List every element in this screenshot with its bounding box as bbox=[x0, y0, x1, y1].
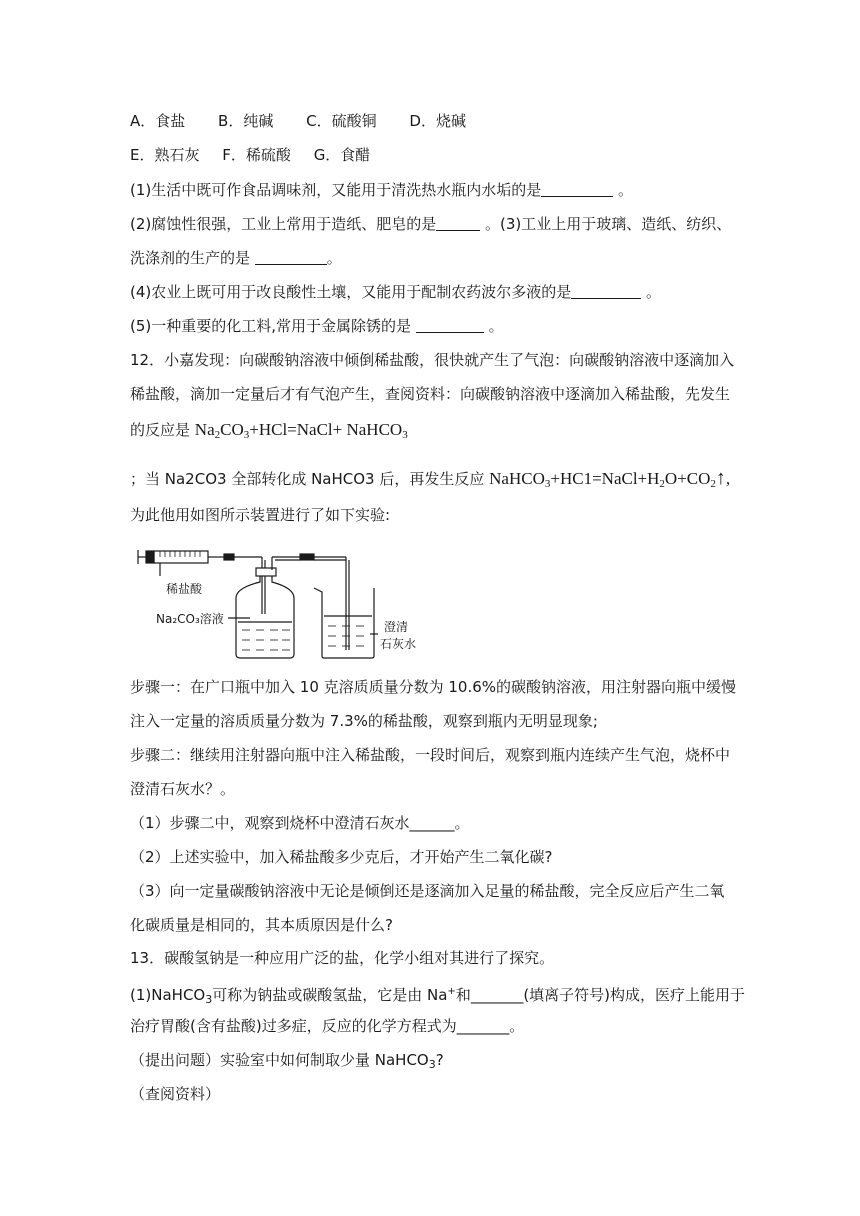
beaker-icon bbox=[314, 588, 374, 658]
step-1-line-1: 步骤一：在广口瓶中加入 10 克溶质质量分数为 10.6%的碳酸钠溶液，用注射器向瓶中缓慢 bbox=[130, 678, 737, 696]
problem-12-line-4-prefix: ；当 Na2CO3 全部转化成 NaHCO3 后，再发生反应 bbox=[130, 470, 485, 488]
problem-13-line-2: (1)NaHCO$_3$可称为钠盐或碳酸氢盐，它是由 Na+和_______(填离子符号)构成，医疗上能用于 bbox=[130, 986, 746, 1006]
step-2-line-2: 澄清石灰水？。 bbox=[130, 780, 236, 798]
option-g: G．食醋 bbox=[313, 146, 371, 164]
label-na2co3-solution: Na₂CO₃溶液 bbox=[156, 612, 224, 626]
option-c: C．硫酸铜 bbox=[306, 112, 377, 130]
problem-12-line-4 bbox=[130, 468, 730, 494]
equation-1: $Na_2CO_3+HCl=NaCl+$ NaHCO$_3$ bbox=[194, 420, 408, 441]
answer-blank-1 bbox=[541, 182, 613, 197]
option-d: D．烧碱 bbox=[409, 112, 466, 130]
question-2 bbox=[130, 214, 731, 234]
answer-blank-4 bbox=[571, 284, 641, 299]
problem-13-line-1: 13．碳酸氢钠是一种应用广泛的盐，化学小组对其进行了探究。 bbox=[130, 949, 555, 967]
gas-arrow-icon: ↑ bbox=[715, 467, 726, 489]
question-3-text: 洗涤剂的生产的是 bbox=[130, 249, 251, 267]
problem-12-line-3-prefix: 的反应是 bbox=[130, 421, 191, 439]
question-2-text: (2)腐蚀性很强，工业上常用于造纸、肥皂的是 bbox=[130, 215, 437, 233]
question-4-end: 。 bbox=[646, 283, 662, 301]
problem-13-line-3: 治疗胃酸(含有盐酸)过多症，反应的化学方程式为_______。 bbox=[130, 1017, 525, 1035]
question-2-3-text: 。(3)工业上用于玻璃、造纸、纺织、 bbox=[485, 215, 732, 233]
options-row-2 bbox=[130, 145, 370, 165]
options-row-1 bbox=[130, 111, 466, 131]
question-1-end: 。 bbox=[618, 181, 634, 199]
question-3 bbox=[130, 248, 342, 268]
question-1 bbox=[130, 180, 633, 200]
experiment-apparatus-figure bbox=[132, 538, 432, 663]
question-5 bbox=[130, 316, 504, 336]
answer-blank-2 bbox=[436, 216, 480, 231]
problem-13-line-4: （提出问题）实验室中如何制取少量 NaHCO$_3$? bbox=[130, 1051, 444, 1071]
sub-question-2: （2）上述实验中，加入稀盐酸多少克后，才开始产生二氧化碳? bbox=[130, 848, 553, 866]
label-limewater-2: 石灰水 bbox=[380, 637, 417, 651]
step-2-line-1: 步骤二：继续用注射器向瓶中注入稀盐酸，一段时间后，观察到瓶内连续产生气泡，烧杯中 bbox=[130, 746, 731, 764]
answer-blank-3 bbox=[255, 250, 327, 265]
question-4-text: (4)农业上既可用于改良酸性土壤，又能用于配制农药波尔多液的是 bbox=[130, 283, 572, 301]
option-e: E．熟石灰 bbox=[130, 146, 200, 164]
label-limewater-1: 澄清 bbox=[384, 620, 409, 634]
problem-13-line-5: （查阅资料） bbox=[130, 1085, 221, 1103]
equation-2: $NaHCO_3+HC1=NaCl+H_2O+CO_2↑$, bbox=[489, 467, 731, 490]
option-a: A．食盐 bbox=[130, 112, 186, 130]
step-1-line-2: 注入一定量的溶质质量分数为 7.3%的稀盐酸，观察到瓶内无明显现象; bbox=[130, 712, 598, 730]
problem-12-line-3 bbox=[130, 420, 408, 445]
sub-question-1: （1）步骤二中，观察到烧杯中澄清石灰水______。 bbox=[130, 814, 470, 832]
answer-blank-5 bbox=[416, 318, 484, 333]
delivery-tube-icon bbox=[272, 554, 349, 650]
problem-12-line-2: 稀盐酸，滴加一定量后才有气泡产生，查阅资料：向碳酸钠溶液中逐滴加入稀盐酸，先发生 bbox=[130, 385, 731, 403]
question-4 bbox=[130, 282, 661, 302]
option-f: F．稀硫酸 bbox=[222, 146, 291, 164]
problem-12-line-1: 12．小嘉发现：向碳酸钠溶液中倾倒稀盐酸，很快就产生了气泡：向碳酸钠溶液中逐滴加入 bbox=[130, 351, 735, 369]
sub-question-3-line-1: （3）向一定量碳酸钠溶液中无论是倾倒还是逐滴加入足量的稀盐酸，完全反应后产生二氧 bbox=[130, 882, 725, 900]
question-5-end: 。 bbox=[488, 317, 504, 335]
option-b: B．纯碱 bbox=[218, 112, 274, 130]
question-5-text: (5)一种重要的化工料,常用于金属除锈的是 bbox=[130, 317, 412, 335]
problem-12-line-5: 为此他用如图所示装置进行了如下实验: bbox=[130, 506, 391, 524]
label-dilute-hcl: 稀盐酸 bbox=[166, 582, 203, 596]
question-3-end: 。 bbox=[326, 249, 342, 267]
sub-question-3-line-2: 化碳质量是相同的，其本质原因是什么? bbox=[130, 916, 393, 934]
question-1-text: (1)生活中既可作食品调味剂，又能用于清洗热水瓶内水垢的是 bbox=[130, 181, 542, 199]
